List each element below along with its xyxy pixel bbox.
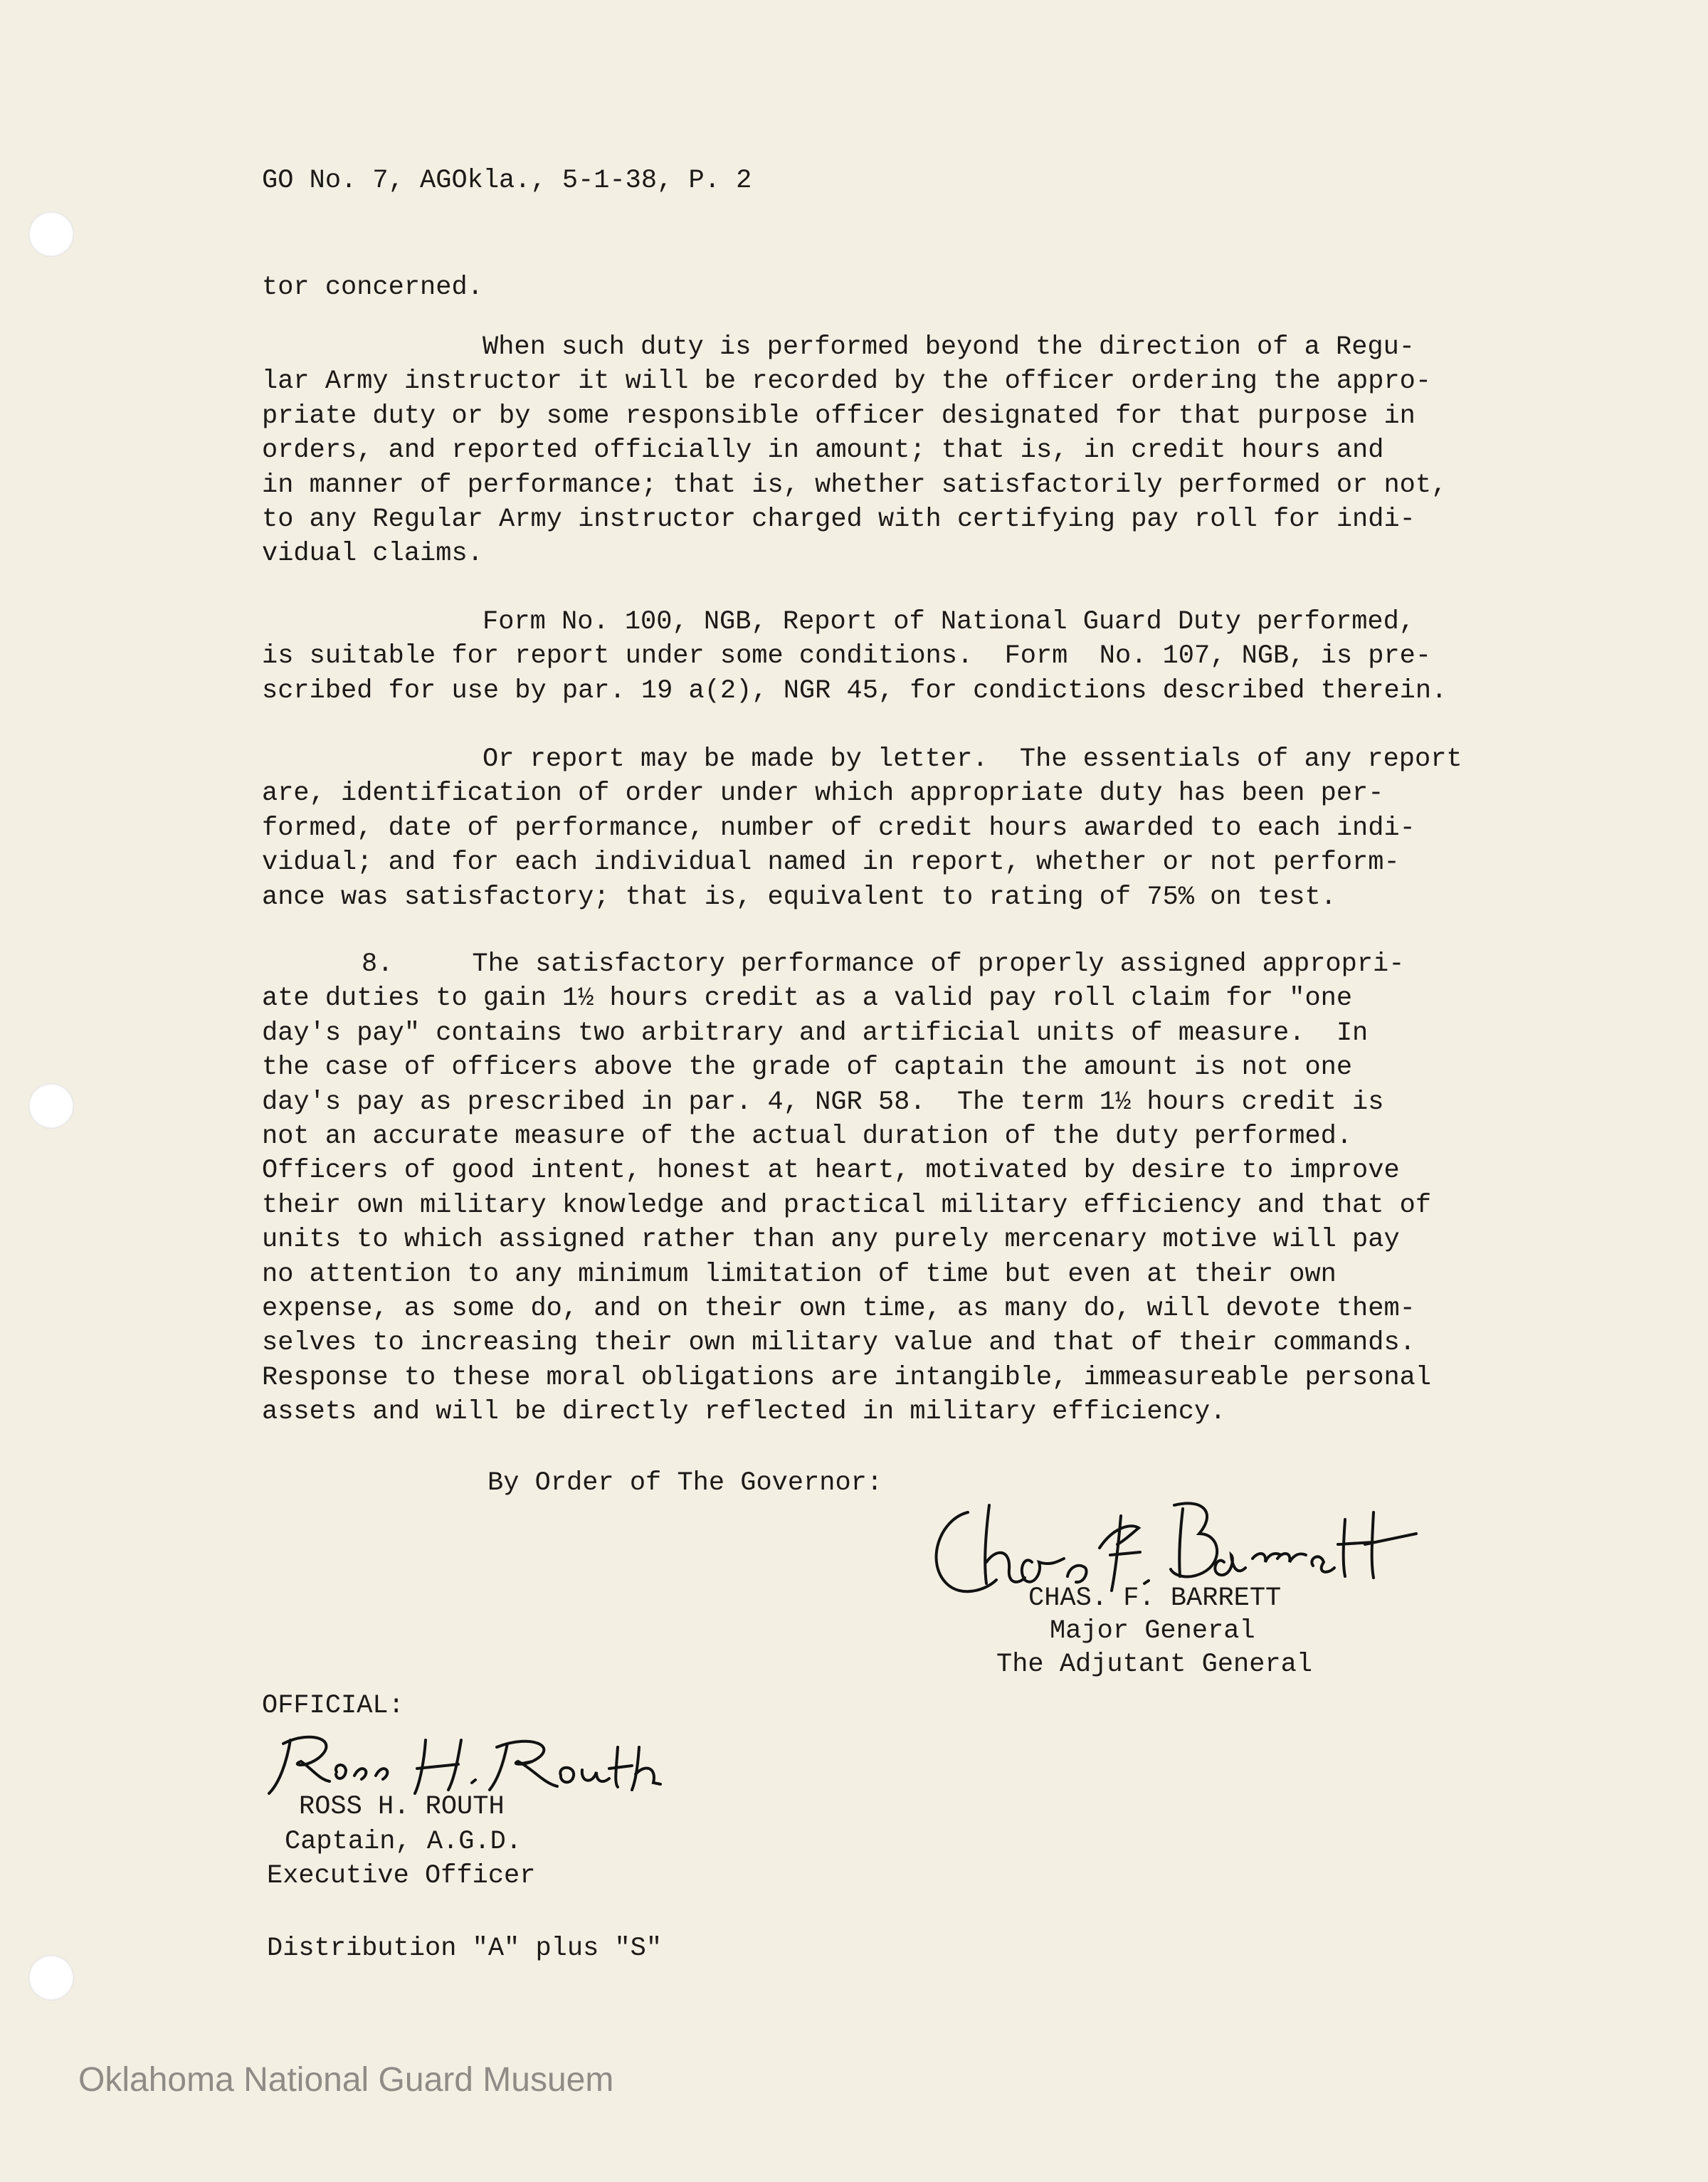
para-line: assets and will be directly reflected in military efficiency.	[262, 1397, 1226, 1428]
distribution-line: Distribution "A" plus "S"	[267, 1934, 663, 1964]
para-line: lar Army instructor it will be recorded by the officer ordering the appro-	[262, 367, 1432, 397]
signatory-name: ROSS H. ROUTH	[299, 1792, 505, 1822]
para-line: Response to these moral obligations are intangible, immeasureable personal	[262, 1362, 1432, 1393]
para-line: Or report may be made by letter. The essentials of any report	[483, 744, 1462, 774]
para-line: vidual claims.	[262, 539, 483, 569]
signatory-title: The Adjutant General	[996, 1650, 1313, 1680]
page-header: GO No. 7, AGOkla., 5-1-38, P. 2	[262, 166, 752, 196]
para-line: to any Regular Army instructor charged with certifying pay roll for indi-	[262, 505, 1416, 535]
para-line: ance was satisfactory; that is, equivalent to rating of 75% on test.	[262, 882, 1337, 912]
signatory-barrett-title	[996, 1648, 1312, 1682]
para-line: priate duty or by some responsible officer designated for that purpose in	[262, 401, 1416, 431]
para-line: selves to increasing their own military value and that of their commands.	[262, 1328, 1416, 1359]
para-line: in manner of performance; that is, whether satisfactorily performed or not,	[262, 470, 1448, 500]
para-line: When such duty is performed beyond the direction of a Regu-	[483, 332, 1416, 362]
continuation-line: tor concerned.	[262, 273, 483, 302]
para-line: is suitable for report under some conditions. Form No. 107, NGB, is pre-	[262, 641, 1432, 672]
para-line: the case of officers above the grade of captain the amount is not one	[262, 1053, 1353, 1083]
punch-hole-middle	[28, 1083, 74, 1129]
para-line: no attention to any minimum limitation of time but even at their own	[262, 1259, 1337, 1290]
para-line: 8. The satisfactory performance of properly assigned appropri-	[362, 949, 1405, 979]
paragraph-forms	[262, 605, 1543, 708]
para-line: expense, as some do, and on their own time, as many do, will devote them-	[262, 1294, 1416, 1324]
para-line: day's pay as prescribed in par. 4, NGR 58. The term 1½ hours credit is	[262, 1087, 1384, 1117]
para-line: day's pay" contains two arbitrary and artificial units of measure. In	[262, 1018, 1369, 1048]
signatory-title: Executive Officer	[267, 1861, 536, 1891]
signatory-rank: Captain, A.G.D.	[285, 1827, 522, 1857]
signatory-barrett-rank	[1050, 1614, 1255, 1648]
signatory-rank: Major General	[1050, 1616, 1255, 1646]
para-line: formed, date of performance, number of credit hours awarded to each indi-	[262, 813, 1416, 843]
punch-hole-bottom	[28, 1955, 74, 2001]
signatory-routh-title	[267, 1859, 535, 1893]
order-line: By Order of The Governor:	[487, 1468, 883, 1498]
punch-hole-top	[28, 211, 74, 257]
para-line: units to which assigned rather than any purely mercenary motive will pay	[262, 1225, 1400, 1255]
para-line: their own military knowledge and practical military efficiency and that of	[262, 1190, 1432, 1221]
signatory-barrett	[1028, 1581, 1281, 1616]
para-line: Officers of good intent, honest at heart, motivated by desire to improve	[262, 1156, 1400, 1186]
signatory-routh-rank	[285, 1825, 522, 1859]
official-label: OFFICIAL:	[262, 1691, 404, 1721]
para-line: Form No. 100, NGB, Report of National Guard Duty performed,	[483, 607, 1416, 637]
signatory-name: CHAS. F. BARRETT	[1028, 1583, 1282, 1613]
paragraph-duty-recording	[262, 330, 1543, 571]
museum-watermark: Oklahoma National Guard Musuem	[78, 2061, 614, 2099]
para-line: vidual; and for each individual named in report, whether or not perform-	[262, 848, 1400, 878]
signatory-routh	[299, 1790, 505, 1824]
paragraph-8	[262, 947, 1543, 1430]
paragraph-letter-report	[262, 742, 1543, 915]
para-line: orders, and reported officially in amount; that is, in credit hours and	[262, 436, 1384, 466]
para-line: are, identification of order under which appropriate duty has been per-	[262, 779, 1384, 809]
para-line: not an accurate measure of the actual duration of the duty performed.	[262, 1122, 1353, 1152]
para-line: ate duties to gain 1½ hours credit as a valid pay roll claim for "one	[262, 984, 1353, 1014]
para-line: scribed for use by par. 19 a(2), NGR 45, for condictions described therein.	[262, 675, 1448, 706]
